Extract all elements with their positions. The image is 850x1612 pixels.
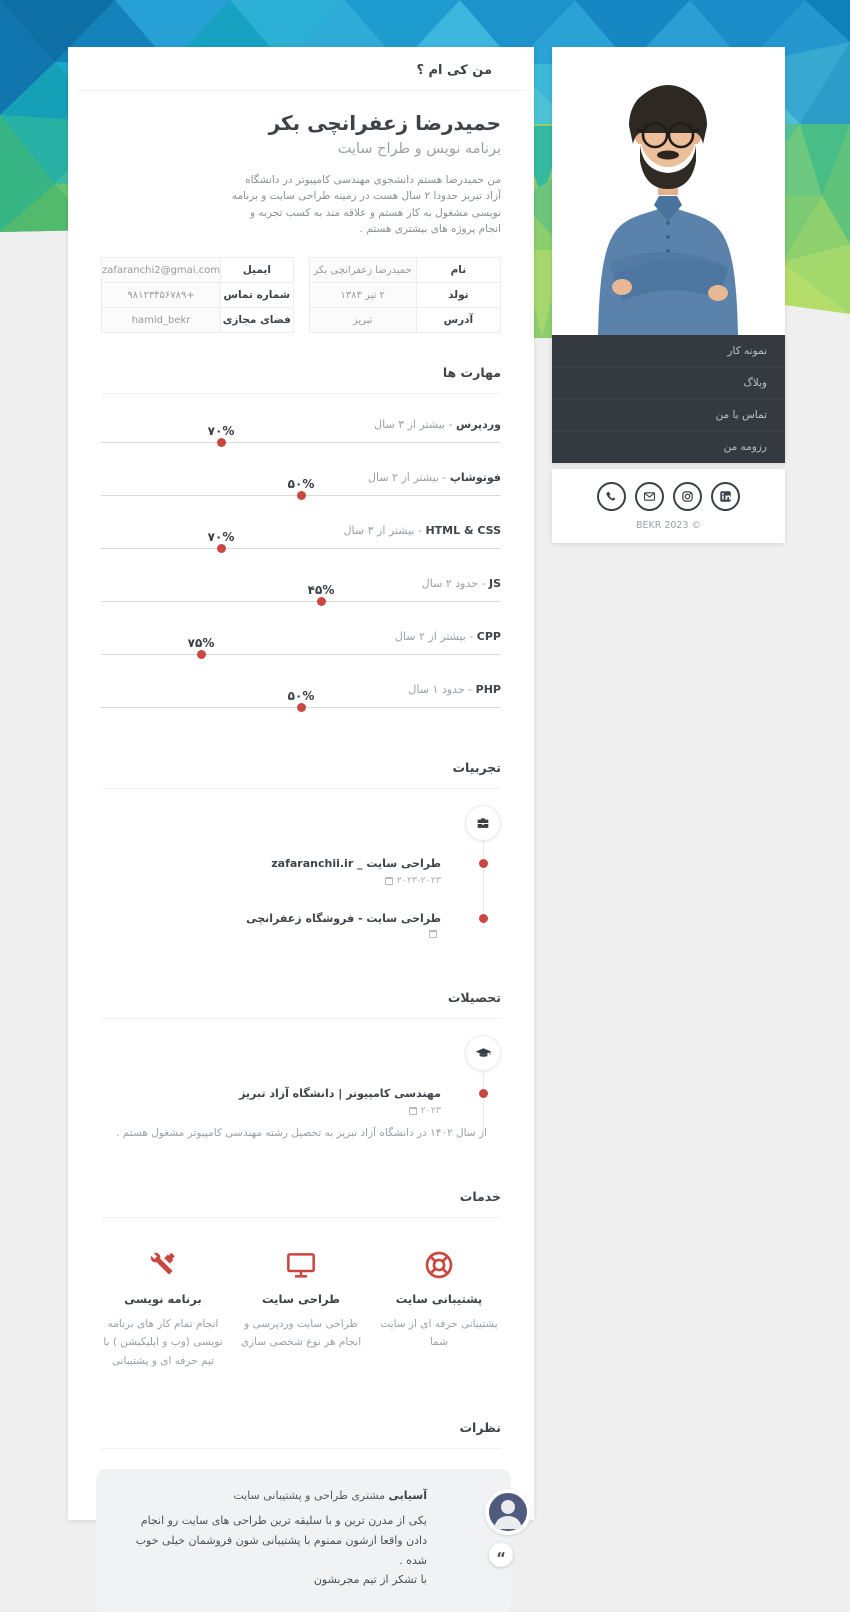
contact-label: شماره تماس [221,283,293,308]
contact-label: فضای مجازی [221,308,293,333]
sidebar-nav [552,335,785,463]
skills-list [101,418,501,708]
section-title-testimonials: نظرات [101,1420,501,1449]
table-row [309,258,501,283]
monitor-icon [239,1248,363,1282]
skill-dot [197,650,206,659]
testimonial-author-role: مشتری طراحی و پشتیبانی سایت [233,1489,389,1503]
copyright-text: BEKR 2023 © [635,520,702,531]
experience-date: ۲۰۲۳-۲۰۲۳ [396,875,441,887]
instagram-icon[interactable] [673,482,702,511]
service-description: پشتیبانی حرفه ای از سایت شما [380,1317,498,1349]
skill-dot [297,703,306,712]
table-row [102,283,294,308]
skill-detail: - بیشتر از ۳ سال [343,524,426,538]
service-web-design [239,1248,363,1370]
skill-name: JS [488,577,501,591]
service-support [377,1248,501,1370]
education-timeline [101,1035,501,1143]
person-name: حمیدرضا زعفرانچی بکر [268,111,501,135]
skill-row [101,471,501,496]
contact-label: ایمیل [221,258,293,283]
contact-info-table [101,257,294,333]
nav-label: نمونه کار [727,344,767,357]
skill-row [101,577,501,602]
lifebuoy-icon [377,1248,501,1282]
linkedin-icon[interactable] [711,482,740,511]
experience-title: طراحی سایت _ zafaranchii.ir [271,857,441,871]
skill-name: وردپرس [456,418,501,432]
nav-label: وبلاگ [743,376,767,389]
service-name: برنامه نویسی [124,1291,202,1306]
phone-value: ۹۸۱۲۳۴۵۶۷۸۹+ [127,289,195,301]
table-row [102,258,294,283]
skill-row [101,524,501,549]
skill-name: HTML & CSS [425,524,501,538]
section-title-services: خدمات [101,1189,501,1218]
experience-section [101,760,501,938]
service-programming [101,1248,225,1370]
table-row [309,283,501,308]
skill-row [101,683,501,708]
testimonials-section [101,1420,501,1449]
skill-dot [217,438,226,447]
experience-timeline [101,805,501,938]
section-title-skills: مهارت ها [101,365,501,394]
skill-dot [217,544,226,553]
experience-title: طراحی سایت - فروشگاه زعفرانچی [246,912,441,926]
skill-name: PHP [475,683,501,697]
timeline-dot [479,1089,488,1098]
testimonial-author: آسیابی [388,1489,427,1503]
service-description: طراحی سایت وردپرسی و انجام هر نوع شخصی سازی [240,1317,362,1349]
section-title-education: تحصیلات [101,990,501,1019]
table-row [309,308,501,333]
skill-percent: ۷۰% [207,530,235,545]
sidebar-item-blog[interactable] [552,367,785,399]
email-icon[interactable] [635,482,664,511]
testimonial-text: یکی از مدرن ترین و با سلیقه ترین طراحی های سایت رو انجام دادن واقعا ازشون ممنوم با پشتیبانی شون فروشمان خیلی خوب شده . [135,1514,427,1567]
info-label: آدرس [416,308,500,333]
services-row [101,1248,501,1370]
skill-percent: ۵۰% [287,689,315,704]
info-label: نام [416,258,500,283]
education-date: ۲۰۲۳ [420,1105,441,1117]
personal-info-table [309,257,502,333]
calendar-icon [409,1107,417,1115]
email-value: zafaranchi2@gmai.com [102,264,221,276]
calendar-icon [429,930,437,938]
timeline-dot [479,859,488,868]
skill-percent: ۷۰% [207,424,235,439]
skill-detail: - حدود ۲ سال [421,577,489,591]
nav-label: تماس با من [715,408,767,421]
education-description: از سال ۱۴۰۲ در دانشگاه آزاد تبریز به تحصیل رشته مهندسی کامپیوتر مشغول هستم . [116,1127,487,1140]
skill-row [101,418,501,443]
testimonial-thanks: با تشکر از تیم مجربشون [313,1573,427,1587]
service-description: انجام تمام کار های برنامه نویسی (وب و اپلیکیشن ) با تیم حرفه ای و پشتیبانی [103,1317,223,1367]
person-role: برنامه نویس و طراح سایت [337,141,501,157]
testimonial-card [96,1469,511,1612]
briefcase-icon [465,805,501,841]
calendar-icon [385,877,393,885]
service-name: طراحی سایت [262,1291,340,1306]
skill-detail: - بیشتر از ۲ سال [394,630,477,644]
graduation-cap-icon [465,1035,501,1071]
sidebar-item-contact[interactable] [552,399,785,431]
timeline-dot [479,914,488,923]
social-handle-value: hamid_bekr [131,314,191,326]
section-title-who-am-i: من کی ام ؟ [77,47,525,91]
social-icons [552,482,785,511]
skill-name: فوتوشاپ [449,471,501,485]
experience-item [101,857,441,886]
skill-detail: - حدود ۱ سال [408,683,476,697]
education-item [101,1087,487,1143]
info-value: حمیدرضا زعفرانچی بکر [309,258,416,283]
info-label: تولد [416,283,500,308]
sidebar [552,47,785,543]
person-bio: من حمیدرضا هستم دانشجوی مهندسی کامپیوتر در دانشگاه آزاد تبریز حدودا ۲ سال هست در زمینه طراحی سایت و برنامه نویسی مشغول به کار هستم و علاقه مند به کسب تجربه و انجام پروژه های بیشتری هستم . [231,174,501,235]
info-value: ۲ تیر ۱۳۸۳ [309,283,416,308]
avatar [485,1489,531,1535]
service-name: پشتیبانی سایت [395,1291,483,1306]
about-section [68,91,534,237]
info-value: تبریز [309,308,416,333]
skill-name: CPP [476,630,501,644]
skill-percent: ۵۰% [287,477,315,492]
skills-section [101,365,501,708]
nav-label: رزومه من [723,441,767,453]
resume-main-card [68,47,534,1587]
skill-dot [297,491,306,500]
services-section [101,1189,501,1370]
skill-percent: ۷۵% [187,636,215,651]
sidebar-item-resume[interactable] [552,431,785,463]
sidebar-footer [552,469,785,543]
tools-icon [101,1248,225,1282]
table-row [102,308,294,333]
skill-dot [317,597,326,606]
skill-detail: - بیشتر از ۲ سال [367,471,450,485]
skill-detail: - بیشتر از ۳ سال [374,418,457,432]
education-title: مهندسی کامپیوتر | دانشگاه آزاد تبریز [239,1087,441,1101]
quote-icon: “ [489,1543,513,1567]
sidebar-item-portfolio[interactable] [552,335,785,367]
section-title-experience: تجربیات [101,760,501,789]
profile-photo [552,47,785,335]
education-section [101,990,501,1143]
skill-percent: ۴۵% [307,583,335,598]
experience-item [101,912,441,938]
info-tables [101,257,501,333]
skill-row [101,630,501,655]
phone-icon[interactable] [597,482,626,511]
